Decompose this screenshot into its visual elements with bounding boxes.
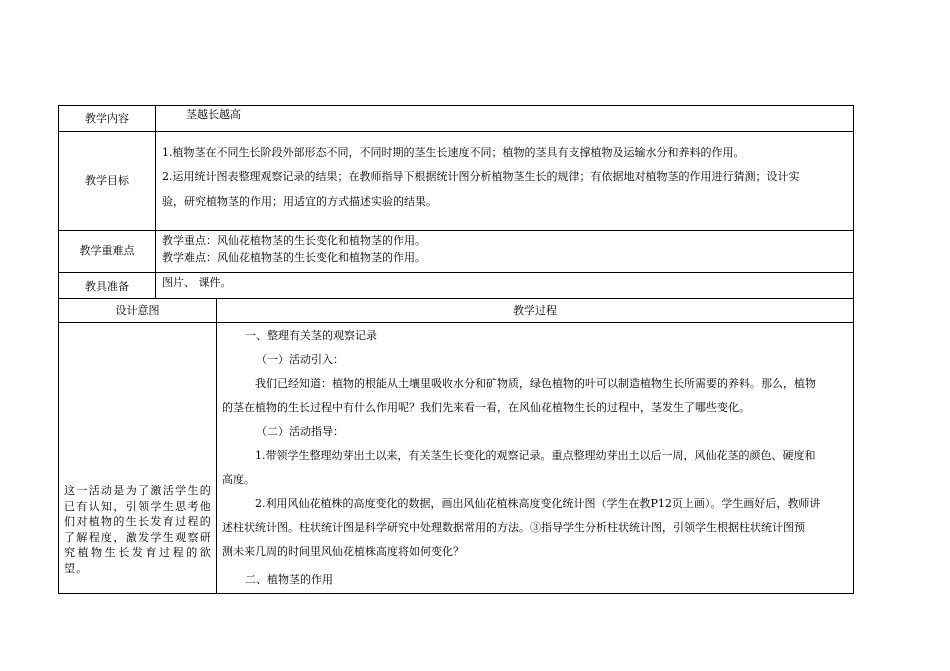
process-line: 测未来几周的时间里风仙花植株高度将如何变化？ — [222, 545, 464, 558]
process-line: 2.利用风仙花植株的高度变化的数据，画出风仙花植株高度变化统计图（学生在教P12页上画）。学生画好后，教师讲 — [255, 497, 821, 510]
process-subheading: （二）活动指导： — [256, 425, 344, 438]
label-column-divider — [155, 105, 156, 298]
key-point-line: 教学难点：风仙花植物茎的生长变化和植物茎的作用。 — [162, 251, 426, 264]
row-divider — [58, 298, 854, 299]
materials-value: 图片、 课件。 — [162, 276, 232, 289]
key-point-line: 教学重点：风仙花植物茎的生长变化和植物茎的作用。 — [162, 234, 426, 247]
process-line: 我们已经知道：植物的根能从土壤里吸收水分和矿物质，绿色植物的叶可以制造植物生长所需要的养料。那么，植物 — [255, 377, 816, 390]
content-label: 教学内容 — [85, 112, 129, 125]
table-border-bottom — [58, 593, 854, 594]
table-border-right — [853, 105, 854, 594]
row-divider — [58, 272, 854, 273]
process-heading: 一、整理有关茎的观察记录 — [245, 329, 377, 342]
row-divider — [58, 230, 854, 231]
goal-line: 2.运用统计图表整理观察记录的结果；在教师指导下根据统计图分析植物茎生长的规律；有依据地对植物茎的作用进行猜测；设计实 — [162, 170, 800, 183]
key-points-label: 教学重难点 — [79, 244, 135, 257]
row-divider — [58, 131, 854, 132]
process-line: 的茎在植物的生长过程中有什么作用呢？我们先来看一看，在风仙花植物生长的过程中，茎发生了哪些变化。 — [222, 401, 750, 414]
process-subheading: （一）活动引入： — [256, 353, 344, 366]
process-column-divider — [216, 298, 217, 594]
goals-label: 教学目标 — [85, 174, 129, 187]
content-value: 茎越长越高 — [186, 108, 241, 121]
goal-line: 1.植物茎在不同生长阶段外部形态不同，不同时期的茎生长速度不同；植物的茎具有支撑植物及运输水分和养料的作用。 — [162, 146, 745, 159]
design-intent-header: 设计意图 — [115, 304, 160, 317]
process-line: 1.带领学生整理幼芽出土以来，有关茎生长变化的观察记录。重点整理幼芽出土以后一周，风仙花茎的颜色、硬度和 — [255, 449, 816, 462]
table-border-top — [58, 105, 854, 106]
process-line: 高度。 — [222, 473, 255, 486]
teaching-process-header: 教学过程 — [513, 304, 557, 317]
design-intent-text: 这一活动是为了激活学生的已有认知，引领学生思考他们对植物的生长发育过程的了解程度，激发学生观察研究植物生长发育过程的欲望。 — [64, 484, 212, 575]
materials-label: 教具准备 — [85, 280, 129, 293]
process-heading: 二、植物茎的作用 — [245, 573, 333, 586]
goal-line: 验，研究植物茎的作用；用适宜的方式描述实验的结果。 — [162, 195, 437, 208]
row-divider — [58, 322, 854, 323]
process-line: 述柱状统计图。柱状统计图是科学研究中处理数据常用的方法。③指导学生分析柱状统计图，引领学生根据柱状统计图预 — [222, 521, 805, 534]
